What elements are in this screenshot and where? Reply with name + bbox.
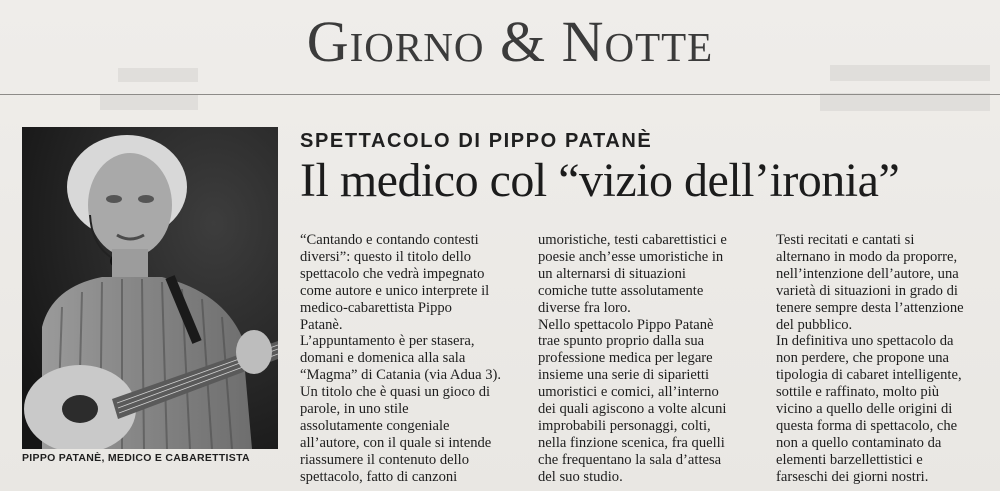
article-text-line: un alternarsi di situazioni (538, 265, 686, 282)
article-text-line: varietà di situazioni in grado di (776, 282, 958, 299)
article-text-line: “Magma” di Catania (via Adua 3). (300, 367, 501, 384)
bleed-through-right (820, 55, 1000, 125)
bleed-through-left (0, 60, 200, 120)
article-text-line: spettacolo che vedrà impegnato (300, 265, 485, 282)
article-column-3 (776, 232, 991, 486)
article-text-line: Nello spettacolo Pippo Patanè (538, 316, 714, 333)
article-text-line: non perdere, che propone una (776, 350, 950, 367)
article-text-line: vicino a quello delle origini di (776, 401, 953, 418)
article-text-line: del suo studio. (538, 468, 623, 485)
article-text-line: alternano in modo da proporre, (776, 248, 958, 265)
article-text-line: tipologia di cabaret intelligente, (776, 367, 962, 384)
article-text-line: umoristiche, testi cabarettistici e (538, 232, 727, 248)
article-text-line: insieme una serie di siparietti (538, 367, 710, 384)
article-text-line: comiche tutte assolutamente (538, 282, 704, 299)
article-headline: Il medico col “vizio dell’ironia” (300, 154, 900, 207)
article-text-line: all’autore, con il quale si intende (300, 434, 492, 451)
article-text-line: “Cantando e contando contesti (300, 232, 479, 248)
article-text-line: farseschi dei giorni nostri. (776, 468, 929, 485)
article-column-1 (300, 232, 525, 486)
article-text-line: del pubblico. (776, 316, 853, 333)
article-text-line: trae spunto proprio dalla sua (538, 333, 705, 350)
article-column-2 (538, 232, 763, 486)
article-text-line: parole, in uno stile (300, 401, 409, 418)
article-text-line: diverse fra loro. (538, 299, 631, 316)
article-text-line: Testi recitati e cantati si (776, 232, 915, 248)
article-text-line: come autore e unico interprete il (300, 282, 490, 299)
article-text-line: improbabili personaggi, colti, (538, 417, 711, 434)
article-text-line: non a quello contaminato da (776, 434, 942, 451)
article-text-line: medico-cabarettista Pippo (300, 299, 452, 316)
section-title: Giorno & Notte (306, 9, 714, 74)
article-text-line: dei quali agiscono a volte alcuni (538, 401, 727, 418)
article-text-line: nell’intenzione dell’autore, una (776, 265, 959, 282)
article-kicker: SPETTACOLO DI PIPPO PATANÈ (300, 130, 653, 152)
guitarist-photo-graphic (22, 127, 278, 449)
article-text-line: Patanè. (300, 316, 343, 333)
article-text-line: poesie anch’esse umoristiche in (538, 248, 724, 265)
article-text-line: tenere sempre desta l’attenzione (776, 299, 964, 316)
article-text-line: sottile e raffinato, molto più (776, 384, 940, 401)
article-text-line: spettacolo, fatto di canzoni (300, 468, 458, 485)
article-text-line: riassumere il contenuto dello (300, 451, 469, 468)
article-text-line: nella finzione scenica, fra quelli (538, 434, 725, 451)
portrait-photo (22, 127, 278, 449)
article-text-line: professione medica per legare (538, 350, 713, 367)
article-text-line: Un titolo che è quasi un gioco di (300, 384, 491, 401)
article-text-line: In definitiva uno spettacolo da (776, 333, 954, 350)
article-text-line: questa forma di spettacolo, che (776, 417, 958, 434)
header-rule (0, 94, 1000, 95)
article-text-line: assolutamente congeniale (300, 417, 450, 434)
article-text-line: elementi barzellettistici e (776, 451, 923, 468)
article-text-line: L’appuntamento è per stasera, (300, 333, 475, 350)
article-text-line: che frequentano la sala d’attesa (538, 451, 722, 468)
article-text-line: umoristici e comici, all’interno (538, 384, 719, 401)
article-text-line: domani e domenica alla sala (300, 350, 466, 367)
article-text-line: diversi”: questo il titolo dello (300, 248, 472, 265)
photo-caption: PIPPO PATANÈ, MEDICO E CABARETTISTA (22, 452, 250, 464)
